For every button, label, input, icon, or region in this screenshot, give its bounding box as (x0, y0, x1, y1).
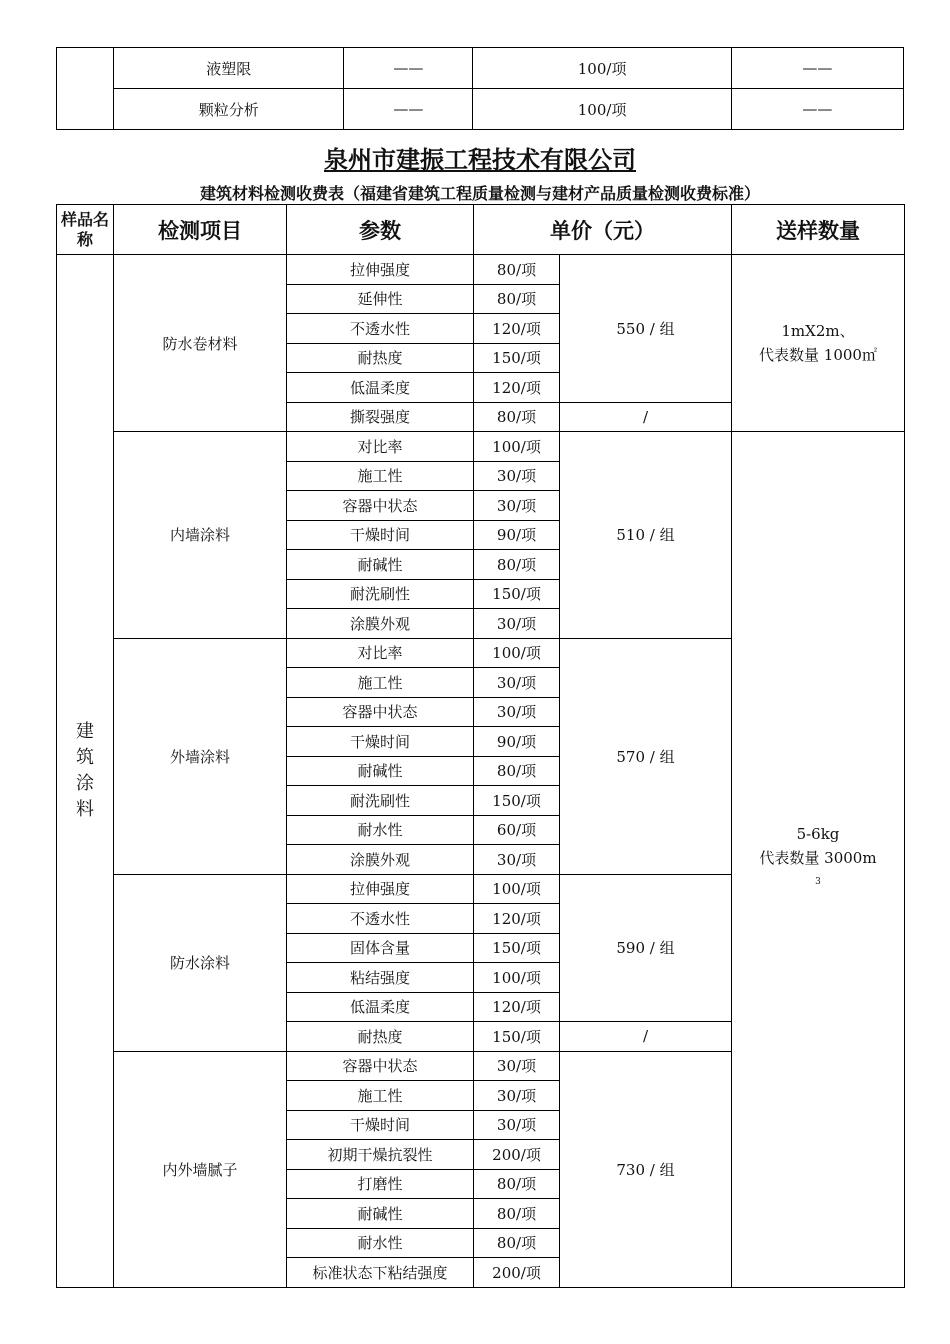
group-price-cell: 590 / 组 (560, 874, 732, 1022)
price-cell: 120/项 (474, 992, 560, 1022)
price-cell: 100/项 (474, 963, 560, 993)
fee-table-subtitle: 建筑材料检测收费表（福建省建筑工程质量检测与建材产品质量检测收费标准） (199, 184, 760, 203)
group-price-cell: 570 / 组 (560, 638, 732, 874)
param-cell: 低温柔度 (287, 373, 474, 403)
dash-cell: —— (344, 89, 473, 130)
price-cell: 30/项 (474, 491, 560, 521)
table-row (57, 89, 904, 130)
company-title: 泉州市建振工程技术有限公司 (324, 146, 636, 174)
header-item: 检测项目 (114, 205, 287, 255)
price-cell: 30/项 (474, 1081, 560, 1111)
qty-cell (732, 255, 905, 432)
dash-cell: —— (731, 48, 903, 89)
item-cell: 内外墙腻子 (114, 1051, 287, 1287)
param-cell: 耐洗刷性 (287, 786, 474, 816)
sample-name-cell (57, 255, 114, 1288)
param-cell: 施工性 (287, 668, 474, 698)
price-cell: 30/项 (474, 668, 560, 698)
price-cell: 30/项 (474, 461, 560, 491)
header-row (57, 205, 905, 255)
price-cell: 60/项 (474, 815, 560, 845)
price-cell: 150/项 (474, 933, 560, 963)
price-cell: 80/项 (474, 756, 560, 786)
header-param: 参数 (287, 205, 474, 255)
price-cell: 80/项 (474, 402, 560, 432)
param-cell: 耐碱性 (287, 756, 474, 786)
price-cell: 120/项 (474, 314, 560, 344)
price-cell: 150/项 (474, 343, 560, 373)
group-price-cell: 730 / 组 (560, 1051, 732, 1287)
param-cell: 容器中状态 (287, 491, 474, 521)
qty-line: 1mX2m、 (781, 322, 855, 340)
dash-cell: —— (731, 89, 903, 130)
param-cell: 涂膜外观 (287, 845, 474, 875)
param-cell: 耐洗刷性 (287, 579, 474, 609)
param-cell: 干燥时间 (287, 1110, 474, 1140)
group-price-cell: 550 / 组 (560, 255, 732, 403)
price-cell: 100/项 (473, 48, 731, 89)
price-cell: 30/项 (474, 1051, 560, 1081)
extra-price-cell: / (560, 402, 732, 432)
extra-price-cell: / (560, 1022, 732, 1052)
table-row (57, 255, 905, 285)
price-cell: 100/项 (474, 432, 560, 462)
param-cell: 拉伸强度 (287, 874, 474, 904)
param-cell: 干燥时间 (287, 727, 474, 757)
param-cell: 拉伸强度 (287, 255, 474, 285)
shared-qty-cell (732, 432, 905, 1288)
price-cell: 30/项 (474, 697, 560, 727)
empty-cell (57, 48, 114, 130)
table-row (57, 432, 905, 462)
param-cell: 不透水性 (287, 314, 474, 344)
param-cell: 打磨性 (287, 1169, 474, 1199)
qty-line-text: 代表数量 3000m (759, 848, 877, 867)
param-cell: 耐碱性 (287, 1199, 474, 1229)
qty-line: 代表数量 1000㎡ (759, 346, 877, 364)
param-cell: 施工性 (287, 1081, 474, 1111)
param-cell: 涂膜外观 (287, 609, 474, 639)
header-sample-name: 样品名称 (57, 205, 114, 255)
param-cell: 耐水性 (287, 1228, 474, 1258)
price-cell: 80/项 (474, 550, 560, 580)
price-cell: 80/项 (474, 1228, 560, 1258)
param-cell: 容器中状态 (287, 1051, 474, 1081)
param-cell: 初期干燥抗裂性 (287, 1140, 474, 1170)
param-cell: 液塑限 (114, 48, 344, 89)
fee-table (56, 204, 905, 1288)
price-cell: 80/项 (474, 284, 560, 314)
price-cell: 100/项 (474, 874, 560, 904)
header-unit-price: 单价（元） (474, 205, 732, 255)
param-cell: 干燥时间 (287, 520, 474, 550)
param-cell: 施工性 (287, 461, 474, 491)
param-cell: 颗粒分析 (114, 89, 344, 130)
price-cell: 120/项 (474, 373, 560, 403)
table-row (57, 48, 904, 89)
price-cell: 120/项 (474, 904, 560, 934)
param-cell: 粘结强度 (287, 963, 474, 993)
param-cell: 耐水性 (287, 815, 474, 845)
unit-superscript: 3 (815, 876, 821, 887)
param-cell: 固体含量 (287, 933, 474, 963)
price-cell: 200/项 (474, 1140, 560, 1170)
price-cell: 100/项 (473, 89, 731, 130)
param-cell: 耐热度 (287, 1022, 474, 1052)
price-cell: 150/项 (474, 1022, 560, 1052)
param-cell: 耐热度 (287, 343, 474, 373)
param-cell: 低温柔度 (287, 992, 474, 1022)
item-cell: 内墙涂料 (114, 432, 287, 639)
item-cell: 防水涂料 (114, 874, 287, 1051)
param-cell: 不透水性 (287, 904, 474, 934)
price-cell: 30/项 (474, 609, 560, 639)
param-cell: 耐碱性 (287, 550, 474, 580)
param-cell: 对比率 (287, 432, 474, 462)
param-cell: 撕裂强度 (287, 402, 474, 432)
param-cell: 延伸性 (287, 284, 474, 314)
price-cell: 150/项 (474, 579, 560, 609)
item-cell: 外墙涂料 (114, 638, 287, 874)
price-cell: 80/项 (474, 1199, 560, 1229)
qty-line (732, 846, 904, 897)
dash-cell: —— (344, 48, 473, 89)
price-cell: 80/项 (474, 255, 560, 285)
price-cell: 90/项 (474, 520, 560, 550)
price-cell: 90/项 (474, 727, 560, 757)
price-cell: 100/项 (474, 638, 560, 668)
price-cell: 80/项 (474, 1169, 560, 1199)
param-cell: 对比率 (287, 638, 474, 668)
param-cell: 标准状态下粘结强度 (287, 1258, 474, 1288)
param-cell: 容器中状态 (287, 697, 474, 727)
qty-line: 5-6kg (796, 824, 840, 843)
sample-name-text: 建筑涂料 (76, 720, 94, 820)
item-cell: 防水卷材料 (114, 255, 287, 432)
price-cell: 150/项 (474, 786, 560, 816)
price-cell: 30/项 (474, 845, 560, 875)
header-qty: 送样数量 (732, 205, 905, 255)
continued-table (56, 47, 904, 130)
group-price-cell: 510 / 组 (560, 432, 732, 639)
price-cell: 30/项 (474, 1110, 560, 1140)
price-cell: 200/项 (474, 1258, 560, 1288)
